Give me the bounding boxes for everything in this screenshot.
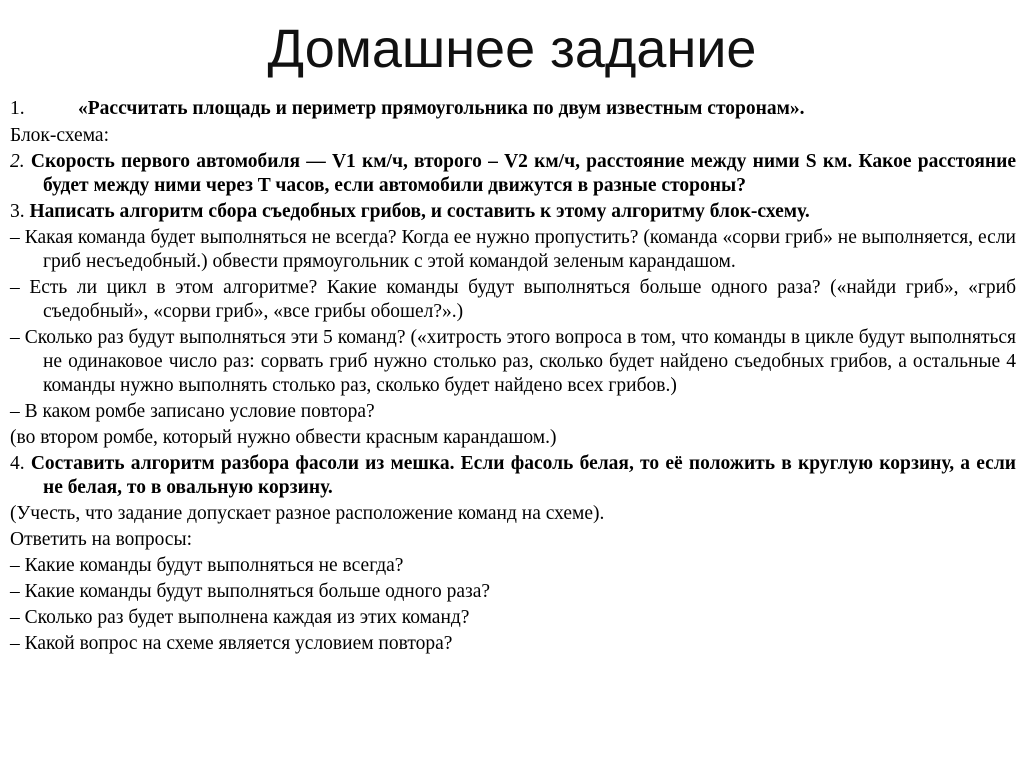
task-2	[10, 150, 1016, 198]
slide-title: Домашнее задание	[267, 19, 757, 79]
task-3	[10, 200, 1016, 224]
question-2: – Какие команды будут выполняться больше одного раза?	[10, 581, 491, 602]
task-3-text: Написать алгоритм сбора съедобных грибов, и составить к этому алгоритму блок-схему.	[29, 201, 810, 222]
task-3-number: 3.	[10, 201, 25, 222]
question-loop: – Есть ли цикл в этом алгоритме? Какие команды будут выполняться больше одного раза? («найди гриб», «гриб съедобный», «сорви гриб», «все грибы обошел?».)	[10, 277, 1016, 322]
answer-second-rhombus: (во втором ромбе, который нужно обвести красным карандашом.)	[10, 427, 557, 448]
question-repeat-count: – Сколько раз будут выполняться эти 5 команд? («хитрость этого вопроса в том, что команды в цикле будут выполняться не одинаковое число раз: сорвать гриб нужно столько раз, сколько будет найдено съедобных грибов, а остальные 4 команды нужно выполнять столько раз, сколько будет найдено всех грибов.)	[10, 327, 1016, 396]
task-1-text: «Рассчитать площадь и периметр прямоугольника по двум известным сторонам».	[78, 98, 805, 119]
task-1	[10, 97, 1016, 121]
question-4: – Какой вопрос на схеме является условием повтора?	[10, 633, 453, 654]
flowchart-label: Блок-схема:	[10, 125, 109, 146]
slide-body	[10, 97, 1016, 658]
task-4-number: 4.	[10, 453, 25, 474]
task-4-note: (Учесть, что задание допускает разное расположение команд на схеме).	[10, 503, 605, 524]
question-1: – Какие команды будут выполняться не всегда?	[10, 555, 404, 576]
answer-prompt: Ответить на вопросы:	[10, 529, 192, 550]
question-3: – Сколько раз будет выполнена каждая из этих команд?	[10, 607, 470, 628]
task-2-text: Скорость первого автомобиля — V1 км/ч, второго – V2 км/ч, расстояние между ними S км. Какое расстояние будет между ними через T часов, если автомобили движутся в разные стороны?	[30, 151, 1017, 196]
task-4-text: Составить алгоритм разбора фасоли из мешка. Если фасоль белая, то её положить в круглую корзину, а если не белая, то в овальную корзину.	[30, 453, 1016, 498]
task-1-number: 1.	[10, 98, 25, 119]
task-2-number: 2.	[10, 151, 25, 172]
question-skip-command: – Какая команда будет выполняться не всегда? Когда ее нужно пропустить? (команда «сорви гриб» не выполняется, если гриб несъедобный.) обвести прямоугольник с этой командой зеленым карандашом.	[10, 227, 1016, 272]
task-4	[10, 452, 1016, 500]
question-condition-rhombus: – В каком ромбе записано условие повтора?	[10, 401, 375, 422]
